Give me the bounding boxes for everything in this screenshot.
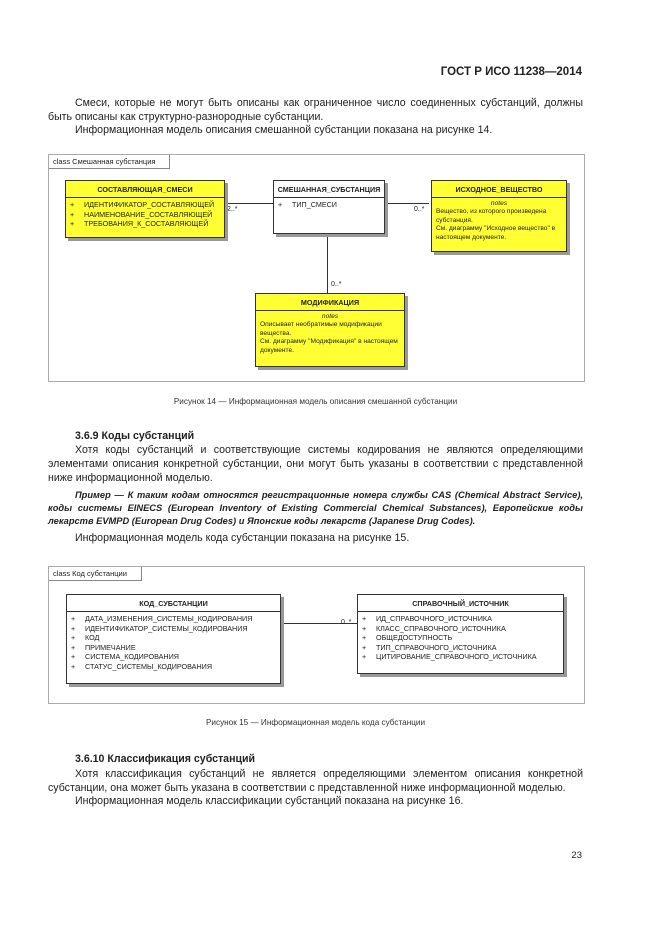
- multiplicity-3: 0..*: [331, 281, 342, 288]
- class-name: СОСТАВЛЯЮЩАЯ_СМЕСИ: [66, 181, 224, 198]
- section-3-6-9-title: 3.6.9 Коды субстанций: [75, 430, 195, 442]
- class-box-mixture-component: [65, 180, 225, 238]
- figure-14-frame: [48, 154, 585, 382]
- document-header: ГОСТ Р ИСО 11238—2014: [440, 66, 582, 78]
- figure-15-tab: class Код субстанции: [49, 567, 142, 581]
- figure-14-tab: class Смешанная субстанция: [49, 155, 170, 169]
- class-notes: notes Описывает необратимые модификации вещества. См. диаграмму "Модификация" в настоящем документе.: [260, 313, 398, 354]
- figure-14-caption: Рисунок 14 — Информационная модель описания смешанной субстанции: [173, 397, 458, 406]
- assoc-line-2: [327, 233, 328, 293]
- class-attributes: + ТИП_СМЕСИ: [278, 200, 337, 209]
- multiplicity-1: 2..*: [227, 206, 238, 213]
- multiplicity-codes: 0..*: [341, 619, 352, 626]
- paragraph-classification: Хотя классификация субстанций не является определяющими элементом описания конкретной субстанции, она может быть указана в соответствии с представленной ниже информационной моделью.: [48, 768, 583, 795]
- paragraph-fig15-ref: Информационная модель кода субстанции показана на рисунке 15.: [75, 532, 410, 544]
- class-notes: notes Вещество, из которого произведена субстанция. См. диаграмму "Исходное вещество" в настоящем документе.: [436, 200, 556, 241]
- figure-15-caption: Рисунок 15 — Информационная модель кода субстанции: [205, 718, 426, 727]
- example-paragraph: Пример — К таким кодам относятся регистрационные номера службы CAS (Chemical Abstract Service), коды системы EINECS (European Inventory of Existing Commercial Chemical Substances), Европейские коды лекарств EVMPD (European Drug Codes) и Японские коды лекарств (Japanese Drug Codes).: [48, 490, 583, 526]
- class-name: СПРАВОЧНЫЙ_ИСТОЧНИК: [358, 595, 563, 612]
- paragraph-fig16-ref: Информационная модель классификации субстанций показана на рисунке 16.: [75, 795, 464, 807]
- figure-15-frame: [48, 566, 585, 704]
- class-name: ИСХОДНОЕ_ВЕЩЕСТВО: [432, 181, 566, 198]
- section-3-6-10-title: 3.6.10 Классификация субстанций: [75, 753, 256, 765]
- paragraph-mixtures: Смеси, которые не могут быть описаны как ограниченное число соединенных субстанций, должны быть описаны как структурно-разнородные субстанции.: [48, 97, 583, 124]
- class-name: КОД_СУБСТАНЦИИ: [67, 595, 280, 612]
- paragraph-fig14-ref: Информационная модель описания смешанной субстанции показана на рисунке 14.: [75, 124, 493, 136]
- class-box-modification: [255, 293, 405, 367]
- class-box-substance-code: [66, 594, 281, 684]
- class-box-source-material: [431, 180, 567, 252]
- class-name: МОДИФИКАЦИЯ: [256, 294, 404, 311]
- class-box-reference-source: [357, 594, 564, 674]
- class-name: СМЕШАННАЯ_СУБСТАНЦИЯ: [274, 181, 384, 198]
- class-attributes: + ДАТА_ИЗМЕНЕНИЯ_СИСТЕМЫ_КОДИРОВАНИЯ + ИДЕНТИФИКАТОР_СИСТЕМЫ_КОДИРОВАНИЯ + КОД + ПРИМЕЧАНИЕ + СИСТЕМА_КОДИРОВАНИЯ + СТАТУС_СИСТЕМЫ_КОДИРОВАНИЯ: [71, 614, 253, 671]
- class-attributes: + ИДЕНТИФИКАТОР_СОСТАВЛЯЮЩЕЙ + НАИМЕНОВАНИЕ_СОСТАВЛЯЮЩЕЙ + ТРЕБОВАНИЯ_К_СОСТАВЛЯЮЩЕЙ: [70, 200, 215, 229]
- multiplicity-2: 0..*: [414, 206, 425, 213]
- class-box-mixed-substance: [273, 180, 385, 234]
- page-number: 23: [571, 850, 582, 861]
- class-attributes: + ИД_СПРАВОЧНОГО_ИСТОЧНИКА + КЛАСС_СПРАВОЧНОГО_ИСТОЧНИКА + ОБЩЕДОСТУПНОСТЬ + ТИП_СПРАВОЧНОГО_ИСТОЧНИКА + ЦИТИРОВАНИЕ_СПРАВОЧНОГО_ИСТОЧНИКА: [362, 614, 537, 662]
- paragraph-codes: Хотя коды субстанций и соответствующие системы кодирования не являются определяющими элементами описания конкретной субстанции, они могут быть указаны в соответствии с представленной ниже информационной моделью.: [48, 444, 583, 485]
